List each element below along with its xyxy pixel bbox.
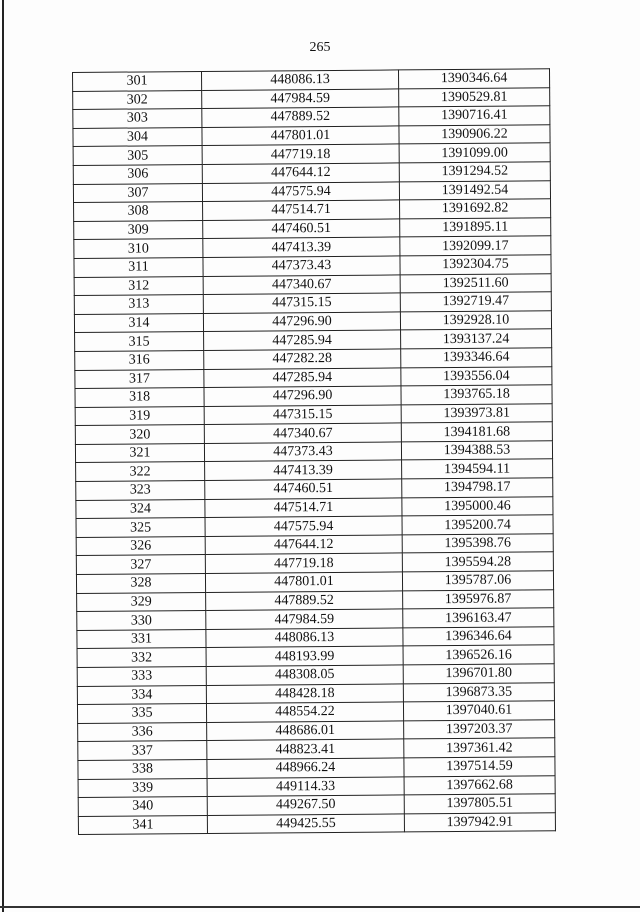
x-coordinate-cell: 447460.51 [205, 479, 402, 499]
point-number-cell: 317 [75, 369, 204, 389]
y-coordinate-cell: 1396163.47 [403, 608, 554, 628]
coordinate-table-container [72, 68, 568, 835]
point-number-cell: 337 [78, 741, 207, 761]
y-coordinate-cell: 1397662.68 [404, 775, 555, 795]
y-coordinate-cell: 1395976.87 [403, 589, 554, 609]
y-coordinate-cell: 1392928.10 [400, 310, 551, 330]
x-coordinate-cell: 447296.90 [203, 312, 400, 332]
point-number-cell: 339 [78, 778, 207, 798]
point-number-cell: 313 [74, 295, 203, 315]
x-coordinate-cell: 447413.39 [203, 237, 400, 257]
y-coordinate-cell: 1393346.64 [401, 348, 552, 368]
x-coordinate-cell: 447340.67 [203, 274, 400, 294]
y-coordinate-cell: 1391294.52 [399, 162, 550, 182]
y-coordinate-cell: 1391895.11 [400, 217, 551, 237]
page-number: 265 [309, 40, 331, 55]
point-number-cell: 325 [76, 518, 205, 538]
point-number-cell: 340 [78, 797, 207, 817]
point-number-cell: 306 [73, 164, 202, 184]
y-coordinate-cell: 1395000.46 [402, 496, 553, 516]
x-coordinate-cell: 447514.71 [205, 498, 402, 518]
x-coordinate-cell: 448308.05 [206, 665, 403, 685]
x-coordinate-cell: 447889.52 [206, 591, 403, 611]
x-coordinate-cell: 448193.99 [206, 646, 403, 666]
table-row [78, 812, 555, 834]
y-coordinate-cell: 1394798.17 [402, 478, 553, 498]
x-coordinate-cell: 447575.94 [205, 516, 402, 536]
table-body [73, 69, 556, 835]
y-coordinate-cell: 1395200.74 [402, 515, 553, 535]
x-coordinate-cell: 448823.41 [207, 739, 404, 759]
point-number-cell: 341 [78, 815, 207, 835]
x-coordinate-cell: 447719.18 [205, 553, 402, 573]
x-coordinate-cell: 447801.01 [202, 126, 399, 146]
x-coordinate-cell: 447340.67 [204, 423, 401, 443]
point-number-cell: 330 [77, 611, 206, 631]
x-coordinate-cell: 447296.90 [204, 386, 401, 406]
y-coordinate-cell: 1396873.35 [403, 682, 554, 702]
x-coordinate-cell: 447282.28 [204, 349, 401, 369]
x-coordinate-cell: 449114.33 [207, 776, 404, 796]
y-coordinate-cell: 1393973.81 [401, 403, 552, 423]
y-coordinate-cell: 1390346.64 [398, 69, 549, 89]
point-number-cell: 310 [74, 239, 203, 259]
x-coordinate-cell: 448966.24 [207, 758, 404, 778]
y-coordinate-cell: 1390716.41 [399, 106, 550, 126]
x-coordinate-cell: 447984.59 [202, 89, 399, 109]
point-number-cell: 334 [77, 685, 206, 705]
point-number-cell: 327 [76, 555, 205, 575]
x-coordinate-cell: 447514.71 [203, 200, 400, 220]
x-coordinate-cell: 448428.18 [206, 684, 403, 704]
x-coordinate-cell: 448554.22 [206, 702, 403, 722]
point-number-cell: 336 [78, 722, 207, 742]
scan-bottom-edge [0, 906, 640, 908]
point-number-cell: 331 [77, 629, 206, 649]
y-coordinate-cell: 1393765.18 [401, 385, 552, 405]
point-number-cell: 309 [74, 220, 203, 240]
point-number-cell: 326 [76, 536, 205, 556]
x-coordinate-cell: 447373.43 [204, 442, 401, 462]
x-coordinate-cell: 447801.01 [205, 572, 402, 592]
x-coordinate-cell: 447644.12 [205, 535, 402, 555]
point-number-cell: 335 [77, 704, 206, 724]
x-coordinate-cell: 447644.12 [202, 163, 399, 183]
x-coordinate-cell: 447315.15 [203, 293, 400, 313]
point-number-cell: 316 [75, 350, 204, 370]
x-coordinate-cell: 448086.13 [201, 70, 398, 90]
point-number-cell: 322 [76, 462, 205, 482]
point-number-cell: 315 [75, 332, 204, 352]
point-number-cell: 304 [73, 127, 202, 147]
x-coordinate-cell: 447984.59 [206, 609, 403, 629]
y-coordinate-cell: 1392719.47 [400, 292, 551, 312]
point-number-cell: 332 [77, 648, 206, 668]
point-number-cell: 333 [77, 666, 206, 686]
y-coordinate-cell: 1397361.42 [404, 738, 555, 758]
point-number-cell: 314 [74, 313, 203, 333]
point-number-cell: 303 [73, 109, 202, 129]
x-coordinate-cell: 447285.94 [204, 330, 401, 350]
point-number-cell: 319 [75, 406, 204, 426]
y-coordinate-cell: 1390529.81 [399, 87, 550, 107]
y-coordinate-cell: 1392511.60 [400, 273, 551, 293]
y-coordinate-cell: 1397514.59 [404, 757, 555, 777]
y-coordinate-cell: 1391692.82 [400, 199, 551, 219]
y-coordinate-cell: 1397942.91 [404, 812, 555, 832]
point-number-cell: 323 [76, 481, 205, 501]
y-coordinate-cell: 1392099.17 [400, 236, 551, 256]
y-coordinate-cell: 1396346.64 [403, 627, 554, 647]
point-number-cell: 324 [76, 499, 205, 519]
point-number-cell: 318 [75, 388, 204, 408]
point-number-cell: 308 [74, 202, 203, 222]
y-coordinate-cell: 1395787.06 [402, 571, 553, 591]
scan-left-edge [2, 0, 4, 912]
y-coordinate-cell: 1396526.16 [403, 645, 554, 665]
point-number-cell: 312 [74, 276, 203, 296]
point-number-cell: 329 [77, 592, 206, 612]
x-coordinate-cell: 449267.50 [207, 795, 404, 815]
y-coordinate-cell: 1397040.61 [403, 701, 554, 721]
x-coordinate-cell: 447413.39 [205, 460, 402, 480]
y-coordinate-cell: 1390906.22 [399, 125, 550, 145]
y-coordinate-cell: 1394594.11 [402, 459, 553, 479]
y-coordinate-cell: 1393556.04 [401, 366, 552, 386]
point-number-cell: 307 [73, 183, 202, 203]
point-number-cell: 320 [75, 425, 204, 445]
x-coordinate-cell: 447719.18 [202, 144, 399, 164]
y-coordinate-cell: 1394181.68 [401, 422, 552, 442]
x-coordinate-cell: 447460.51 [203, 219, 400, 239]
point-number-cell: 321 [75, 443, 204, 463]
point-number-cell: 305 [73, 146, 202, 166]
y-coordinate-cell: 1396701.80 [403, 664, 554, 684]
x-coordinate-cell: 447889.52 [202, 107, 399, 127]
point-number-cell: 302 [73, 90, 202, 110]
x-coordinate-cell: 448686.01 [207, 721, 404, 741]
coordinate-table [72, 68, 556, 835]
y-coordinate-cell: 1394388.53 [401, 441, 552, 461]
x-coordinate-cell: 447575.94 [202, 181, 399, 201]
x-coordinate-cell: 449425.55 [207, 814, 404, 834]
point-number-cell: 338 [78, 759, 207, 779]
x-coordinate-cell: 447315.15 [204, 405, 401, 425]
y-coordinate-cell: 1393137.24 [401, 329, 552, 349]
y-coordinate-cell: 1391099.00 [399, 143, 550, 163]
point-number-cell: 301 [73, 71, 202, 91]
point-number-cell: 311 [74, 257, 203, 277]
y-coordinate-cell: 1392304.75 [400, 255, 551, 275]
point-number-cell: 328 [76, 573, 205, 593]
x-coordinate-cell: 447285.94 [204, 367, 401, 387]
x-coordinate-cell: 447373.43 [203, 256, 400, 276]
y-coordinate-cell: 1397203.37 [404, 720, 555, 740]
x-coordinate-cell: 448086.13 [206, 628, 403, 648]
y-coordinate-cell: 1397805.51 [404, 794, 555, 814]
y-coordinate-cell: 1395398.76 [402, 534, 553, 554]
y-coordinate-cell: 1395594.28 [402, 552, 553, 572]
y-coordinate-cell: 1391492.54 [399, 180, 550, 200]
